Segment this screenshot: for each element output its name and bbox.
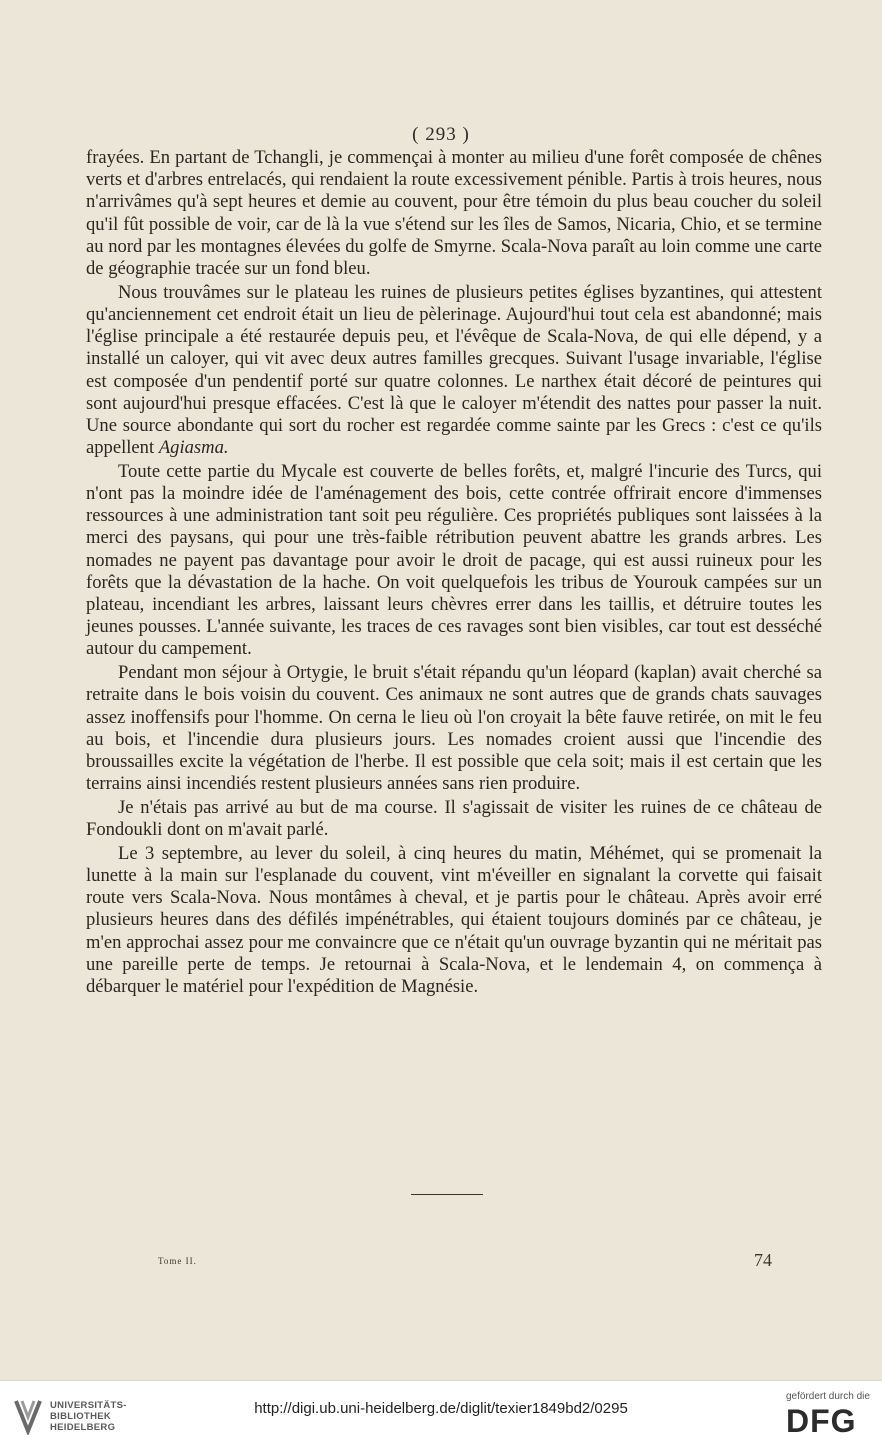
library-line: HEIDELBERG xyxy=(50,1422,116,1433)
library-line: UNIVERSITÄTS- xyxy=(50,1400,127,1411)
paragraph-3: Toute cette partie du Mycale est couverte de belles forêts, et, malgré l'incurie des Turcs, qui n'ont pas la moindre idée de l'aménagement des bois, cette contrée offrirait encore d'immenses ressources à une administration tant soit peu régulière. Ces propriétés publiques sont laissées à la merci des paysans, qui pour une très-faible rétribution peuvent abattre les grands arbres. Les nomades ne payent pas davantage pour avoir le droit de pacage, qui est aussi ruineux pour les forêts que la dévastation de la hache. On voit quelquefois les tribus de Yourouk campées sur un plateau, incendiant les arbres, laissant leurs chèvres errer dans les taillis, et détruire toutes les jeunes pousses. L'année suivante, les traces de ces ravages sont bien visibles, car tout est desséché autour du campement. xyxy=(86,460,822,660)
paragraph-5: Je n'étais pas arrivé au but de ma course. Il s'agissait de visiter les ruines de ce château de Fondoukli dont on m'avait parlé. xyxy=(86,796,822,841)
permalink-url[interactable]: http://digi.ub.uni-heidelberg.de/diglit/texier1849bd2/0295 xyxy=(254,1400,628,1417)
paragraph-6: Le 3 septembre, au lever du soleil, à cinq heures du matin, Méhémet, qui se promenait la lunette à la main sur l'esplanade du couvent, vint m'éveiller en signalant la corvette qui faisait route vers Scala-Nova. Nous montâmes à cheval, et je partis pour le château. Après avoir erré plusieurs heures dans des défilés impénétrables, qui étaient toujours dominés par ce château, je m'en approchai assez pour me convaincre que ce n'était qu'un ouvrage byzantin qui ne méritait pas une pareille perte de temps. Je retournai à Scala-Nova, et le lendemain 4, on commença à débarquer le matériel pour l'expédition de Magnésie. xyxy=(86,842,822,998)
italic-term: Agiasma. xyxy=(158,437,229,459)
volume-label: Tome II. xyxy=(158,1256,197,1266)
paragraph-4: Pendant mon séjour à Ortygie, le bruit s'était répandu qu'un léopard (kaplan) avait cherché sa retraite dans le bois voisin du couvent. Ces animaux ne sont autres que de grands chats sauvages assez inoffensifs pour l'homme. On cerna le lieu où l'on croyait la bête fauve retirée, on mit le feu au bois, et l'incendie dura plusieurs jours. Les nomades croient aussi que l'incendie des broussailles excite la végétation de l'herbe. Il est possible que cela soit; mais il est certain que les terrains ainsi incendiés restent plusieurs années sans rien produire. xyxy=(86,662,822,795)
digitization-footer xyxy=(0,1380,882,1451)
paragraph-2 xyxy=(86,282,822,460)
sheet-number: 74 xyxy=(754,1250,772,1270)
body-text xyxy=(86,147,822,1000)
page-number: ( 293 ) xyxy=(412,124,470,145)
library-line: BIBLIOTHEK xyxy=(50,1411,112,1422)
paragraph-2-text: Nous trouvâmes sur le plateau les ruines de plusieurs petites églises byzantines, qui attestent qu'anciennement cet endroit était un lieu de pèlerinage. Aujourd'hui tout cela est abandonné; mais l'église principale a été restaurée depuis peu, et l'évêque de Scala-Nova, de qui elle dépend, y a installé un caloyer, qui vit avec deux autres familles grecques. Suivant l'usage invariable, l'église est composée d'un pendentif porté sur quatre colonnes. Le narthex était décoré de peintures qui sont aujourd'hui presque effacées. C'est là que le caloyer m'étendit des nattes pour passer la nuit. Une source abondante qui sort du rocher est regardée comme sainte par les Grecs : c'est ce qu'ils appellent xyxy=(86,281,822,459)
closing-rule xyxy=(411,1194,483,1195)
dfg-logo: DFG xyxy=(786,1403,857,1439)
paragraph-1: frayées. En partant de Tchangli, je commençai à monter au milieu d'une forêt composée de chênes verts et d'arbres entrelacés, qui rendaient la route excessivement pénible. Partis à trois heures, nous n'arrivâmes qu'à sept heures et demie au couvent, pour être témoin du plus beau coucher du soleil qu'il fût possible de voir, car de là la vue s'étend sur les îles de Samos, Nicaria, Chio, et se termine au nord par les montagnes élevées du golfe de Smyrne. Scala-Nova paraît au loin comme une carte de géographie tracée sur un fond bleu. xyxy=(86,147,822,280)
funding-label: gefördert durch die xyxy=(786,1391,870,1402)
